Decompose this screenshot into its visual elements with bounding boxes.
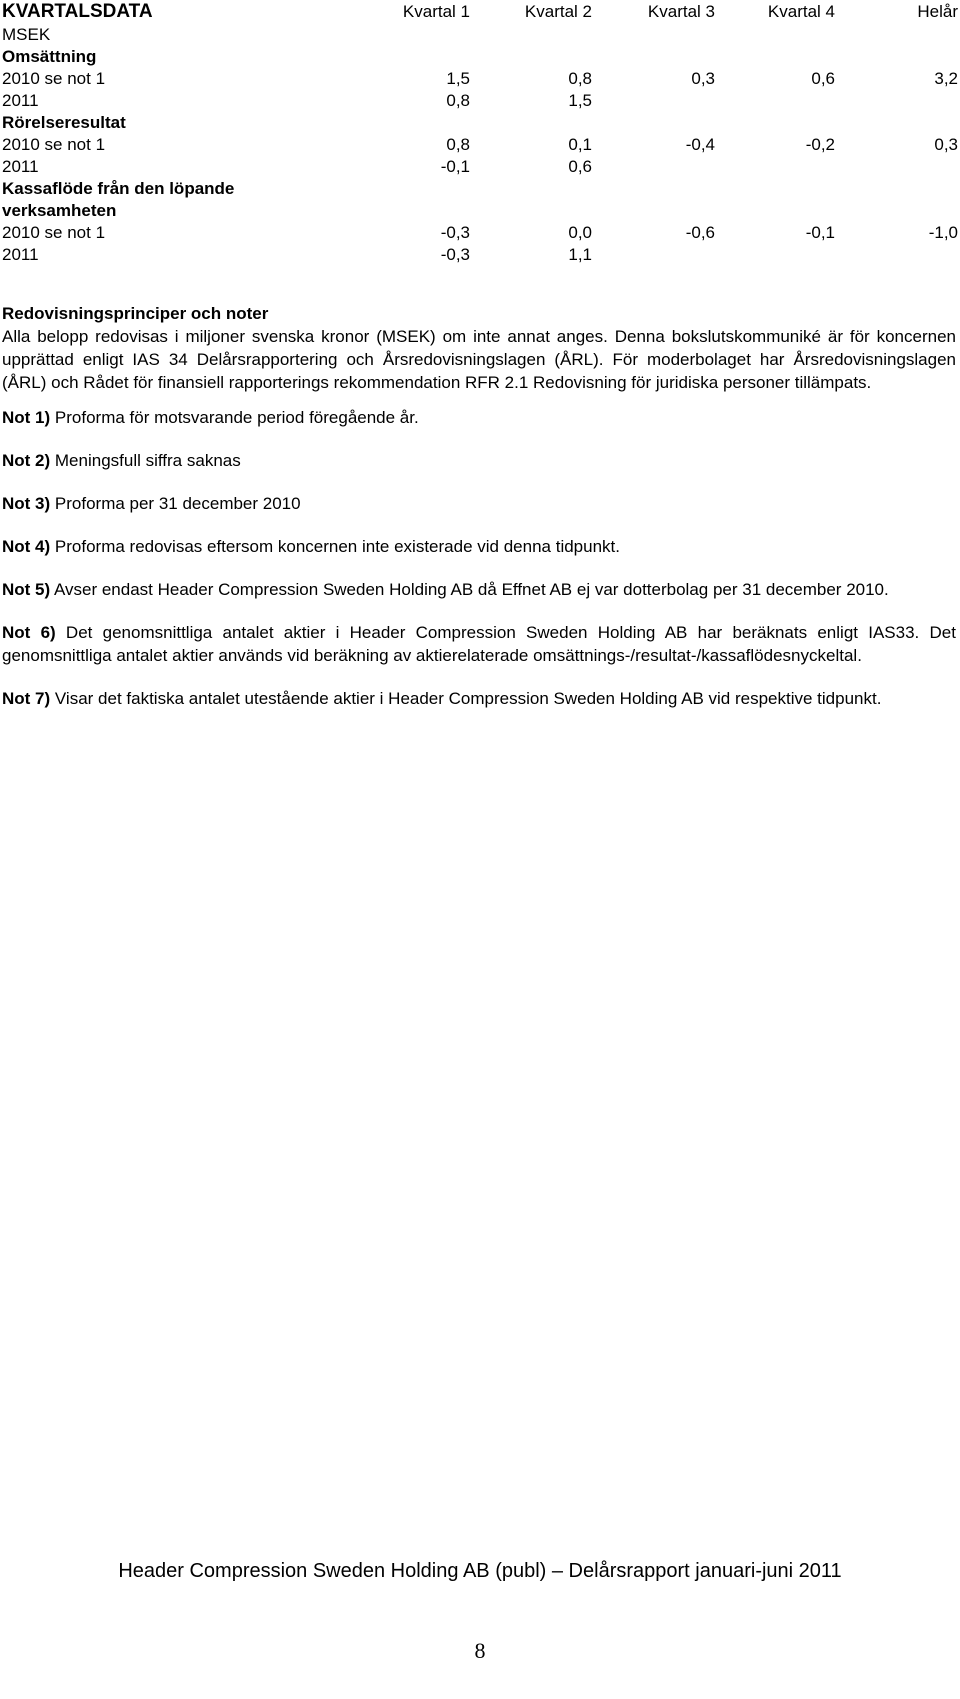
note-text: Proforma redovisas eftersom koncernen inte existerade vid denna tidpunkt.	[50, 537, 620, 556]
unit-row	[2, 24, 960, 46]
cell-q1: -0,3	[440, 245, 470, 264]
note-text: Meningsfull siffra saknas	[50, 451, 241, 470]
section-heading: Kassaflöde från den löpande	[2, 179, 235, 198]
cell-q4: -0,2	[805, 135, 835, 154]
section-heading: Omsättning	[2, 47, 97, 66]
note-4	[2, 535, 956, 558]
note-text: Proforma per 31 december 2010	[50, 494, 301, 513]
cell-q1: 0,8	[446, 91, 470, 110]
cell-q3: 0,3	[691, 69, 715, 88]
cell-q3: -0,4	[685, 135, 715, 154]
row-label: 2011	[2, 245, 39, 264]
note-7	[2, 687, 956, 710]
cell-q1: -0,1	[440, 157, 470, 176]
section-heading-row	[2, 200, 960, 222]
cell-full-year: 0,3	[934, 135, 958, 154]
note-label: Not 4)	[2, 537, 51, 556]
section-heading-row	[2, 46, 960, 68]
note-3	[2, 492, 956, 515]
cell-q2: 0,8	[568, 69, 592, 88]
cell-full-year: 3,2	[934, 69, 958, 88]
note-text: Visar det faktiska antalet utestående aktier i Header Compression Sweden Holding AB vid respektive tidpunkt.	[50, 689, 882, 708]
table-row	[2, 156, 960, 178]
note-6	[2, 621, 956, 667]
section-heading: Rörelseresultat	[2, 113, 126, 132]
column-header-q4: Kvartal 4	[767, 2, 835, 21]
table-row	[2, 244, 960, 266]
section-heading-continued: verksamheten	[2, 201, 117, 220]
table-row	[2, 222, 960, 244]
table-header-row	[2, 0, 960, 24]
section-heading-row	[2, 178, 960, 200]
principles-paragraph: Alla belopp redovisas i miljoner svenska kronor (MSEK) om inte annat anges. Denna bokslutskommuniké är för koncernen upprättad enligt IAS 34 Delårsrapportering och Årsredovisningslagen (ÅRL). För moderbolaget har Årsredovisningslagen (ÅRL) och Rådet för finansiell rapporterings rekommendation RFR 2.1 Redovisning för juridiska personer tillämpats.	[2, 327, 956, 392]
column-header-q1: Kvartal 1	[402, 2, 470, 21]
cell-q1: -0,3	[440, 223, 470, 242]
cell-q4: 0,6	[811, 69, 835, 88]
cell-full-year: -1,0	[928, 223, 958, 242]
table-row	[2, 90, 960, 112]
column-header-q2: Kvartal 2	[524, 2, 592, 21]
cell-q2: 0,6	[568, 157, 592, 176]
notes-section	[2, 302, 956, 710]
row-label: 2010 se not 1	[2, 69, 106, 88]
table-row	[2, 134, 960, 156]
unit-label: MSEK	[2, 25, 51, 44]
page-number: 8	[474, 1638, 486, 1663]
note-text: Det genomsnittliga antalet aktier i Header Compression Sweden Holding AB har beräknats enligt IAS33. Det genomsnittliga antalet aktier används vid beräkning av aktierelaterade omsättnings-/resultat-/kassaflödesnyckeltal.	[2, 623, 956, 665]
row-label: 2010 se not 1	[2, 135, 106, 154]
note-2	[2, 449, 956, 472]
note-label: Not 6)	[2, 623, 56, 642]
note-1	[2, 406, 956, 429]
note-text: Avser endast Header Compression Sweden Holding AB då Effnet AB ej var dotterbolag per 31 december 2010.	[50, 580, 889, 599]
note-label: Not 3)	[2, 494, 51, 513]
note-label: Not 5)	[2, 580, 51, 599]
cell-q2: 1,1	[568, 245, 592, 264]
row-label: 2011	[2, 157, 39, 176]
column-header-full-year: Helår	[917, 2, 958, 21]
cell-q2: 0,1	[568, 135, 592, 154]
cell-q4: -0,1	[805, 223, 835, 242]
cell-q2: 1,5	[568, 91, 592, 110]
row-label: 2010 se not 1	[2, 223, 106, 242]
column-header-q3: Kvartal 3	[647, 2, 715, 21]
note-label: Not 2)	[2, 451, 51, 470]
table-title: KVARTALSDATA	[2, 1, 153, 22]
row-label: 2011	[2, 91, 39, 110]
table-row	[2, 68, 960, 90]
principles-heading: Redovisningsprinciper och noter	[2, 304, 269, 323]
note-label: Not 7)	[2, 689, 51, 708]
page-footer: Header Compression Sweden Holding AB (publ) – Delårsrapport januari-juni 2011	[118, 1560, 842, 1582]
note-text: Proforma för motsvarande period föregående år.	[50, 408, 419, 427]
cell-q1: 0,8	[446, 135, 470, 154]
cell-q1: 1,5	[446, 69, 470, 88]
section-heading-row	[2, 112, 960, 134]
note-5	[2, 578, 956, 601]
cell-q3: -0,6	[685, 223, 715, 242]
quarterly-data-table	[2, 0, 960, 266]
note-label: Not 1)	[2, 408, 51, 427]
cell-q2: 0,0	[568, 223, 592, 242]
